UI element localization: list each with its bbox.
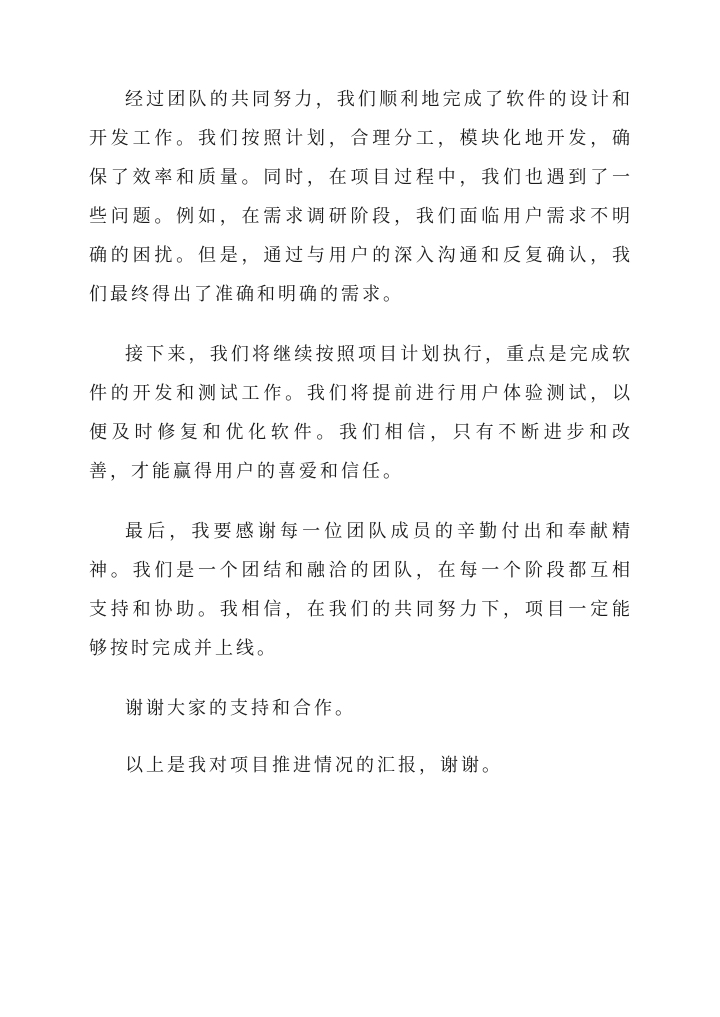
- paragraph-closing: 以上是我对项目推进情况的汇报，谢谢。: [125, 755, 503, 776]
- paragraph-next-steps: 接下来，我们将继续按照项目计划执行，重点是完成软件的开发和测试工作。我们将提前进行用户体验测试，以便及时修复和优化软件。我们相信，只有不断进步和改善，才能赢得用户的喜爱和信任。: [89, 344, 633, 482]
- document-body: [89, 80, 633, 803]
- paragraph-team-thanks: 最后，我要感谢每一位团队成员的辛勤付出和奉献精神。我们是一个团结和融洽的团队，在每一个阶段都互相支持和协助。我相信，在我们的共同努力下，项目一定能够按时完成并上线。: [89, 521, 633, 659]
- paragraph-progress-summary: 经过团队的共同努力，我们顺利地完成了软件的设计和开发工作。我们按照计划，合理分工，模块化地开发，确保了效率和质量。同时，在项目过程中，我们也遇到了一些问题。例如，在需求调研阶段，我们面临用户需求不明确的困扰。但是，通过与用户的深入沟通和反复确认，我们最终得出了准确和明确的需求。: [89, 89, 633, 305]
- paragraph-thanks-support: 谢谢大家的支持和合作。: [125, 698, 356, 719]
